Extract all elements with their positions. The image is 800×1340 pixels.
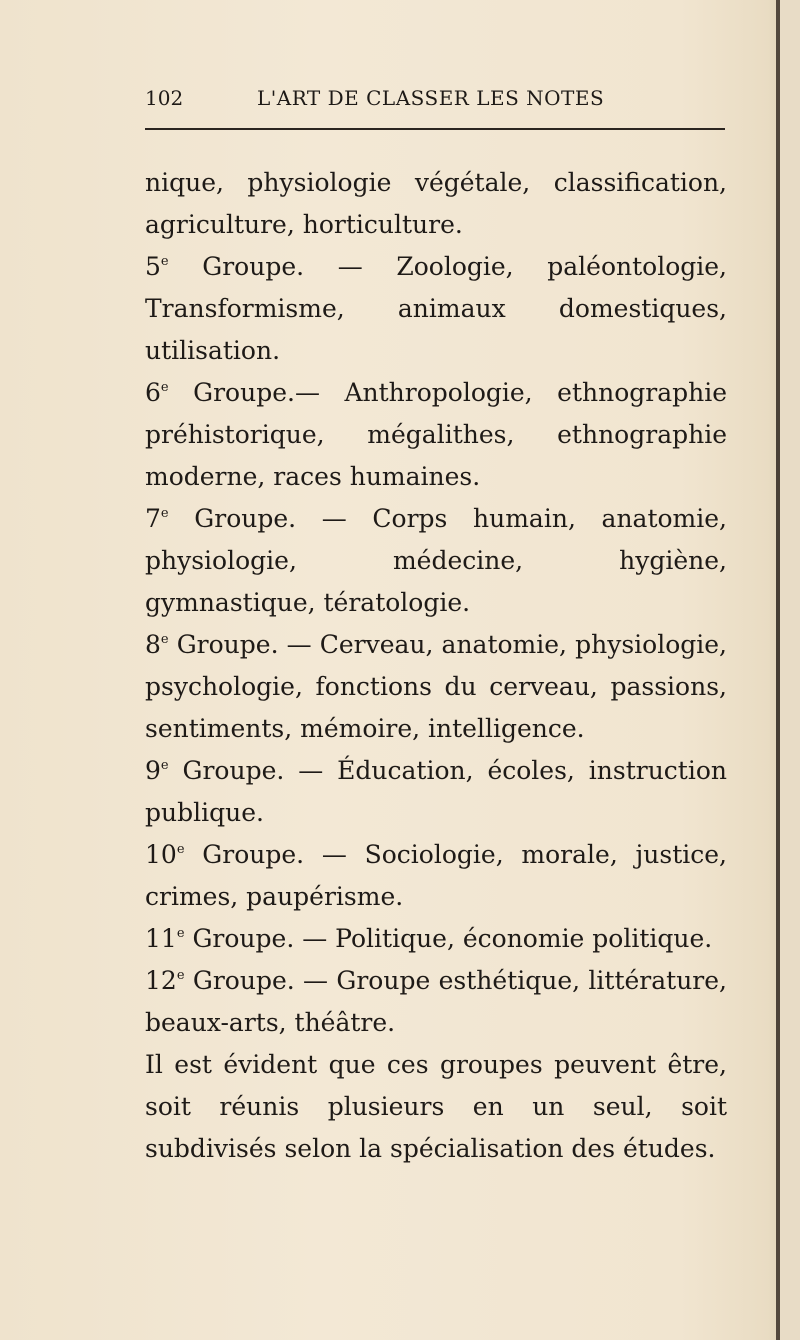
group-text: Groupe. — Cerveau, anatomie, physiologie, psychologie, fonctions du cerveau, passions, sentiments, mémoire, intelligence. [145,630,727,743]
group-text: Groupe. — Zoologie, paléontologie, Transformisme, animaux domestiques, utilisation. [145,252,727,365]
group-number: 7 [145,504,161,533]
ordinal-suffix: e [176,842,185,857]
body-text [145,162,727,1170]
group-text: Groupe. — Politique, économie politique. [184,924,713,953]
next-page-edge [780,0,800,1340]
paragraph-groupe-8 [145,624,727,750]
group-number: 8 [145,630,161,659]
group-number: 6 [145,378,161,407]
group-text: Groupe. — Éducation, écoles, instruction publique. [145,756,727,827]
group-number: 12 [145,966,177,995]
paragraph-groupe-6 [145,372,727,498]
ordinal-suffix: e [160,380,169,395]
group-number: 9 [145,756,161,785]
ordinal-suffix: e [160,506,169,521]
group-text: Groupe.— Anthropologie, ethnographie préhistorique, mégalithes, ethnographie moderne, races humaines. [145,378,727,491]
group-number: 5 [145,252,161,281]
paragraph-groupe-7 [145,498,727,624]
header-rule [145,128,725,130]
group-text: Groupe. — Corps humain, anatomie, physiologie, médecine, hygiène, gymnastique, tératologie. [145,504,727,617]
ordinal-suffix: e [160,632,169,647]
paragraph-groupe-12 [145,960,727,1044]
group-text: Groupe. — Sociologie, morale, justice, crimes, paupérisme. [145,840,727,911]
group-text: Groupe. — Groupe esthétique, littérature, beaux-arts, théâtre. [145,966,727,1037]
ordinal-suffix: e [176,926,185,941]
ordinal-suffix: e [160,758,169,773]
paragraph-continuation: nique, physiologie végétale, classification, agriculture, horticulture. [145,168,727,239]
group-number: 10 [145,840,177,869]
paragraph-groupe-11 [145,918,727,960]
running-header [145,86,725,116]
ordinal-suffix: e [176,968,185,983]
ordinal-suffix: e [160,254,169,269]
paragraph-groupe-5 [145,246,727,372]
group-number: 11 [145,924,177,953]
page-number: 102 [145,86,184,110]
paragraph-conclusion: Il est évident que ces groupes peuvent être, soit réunis plusieurs en un seul, soit subdivisés selon la spécialisation des études. [145,1050,727,1163]
paragraph-groupe-10 [145,834,727,918]
paragraph-groupe-9 [145,750,727,834]
running-title: L'ART DE CLASSER LES NOTES [257,86,605,110]
